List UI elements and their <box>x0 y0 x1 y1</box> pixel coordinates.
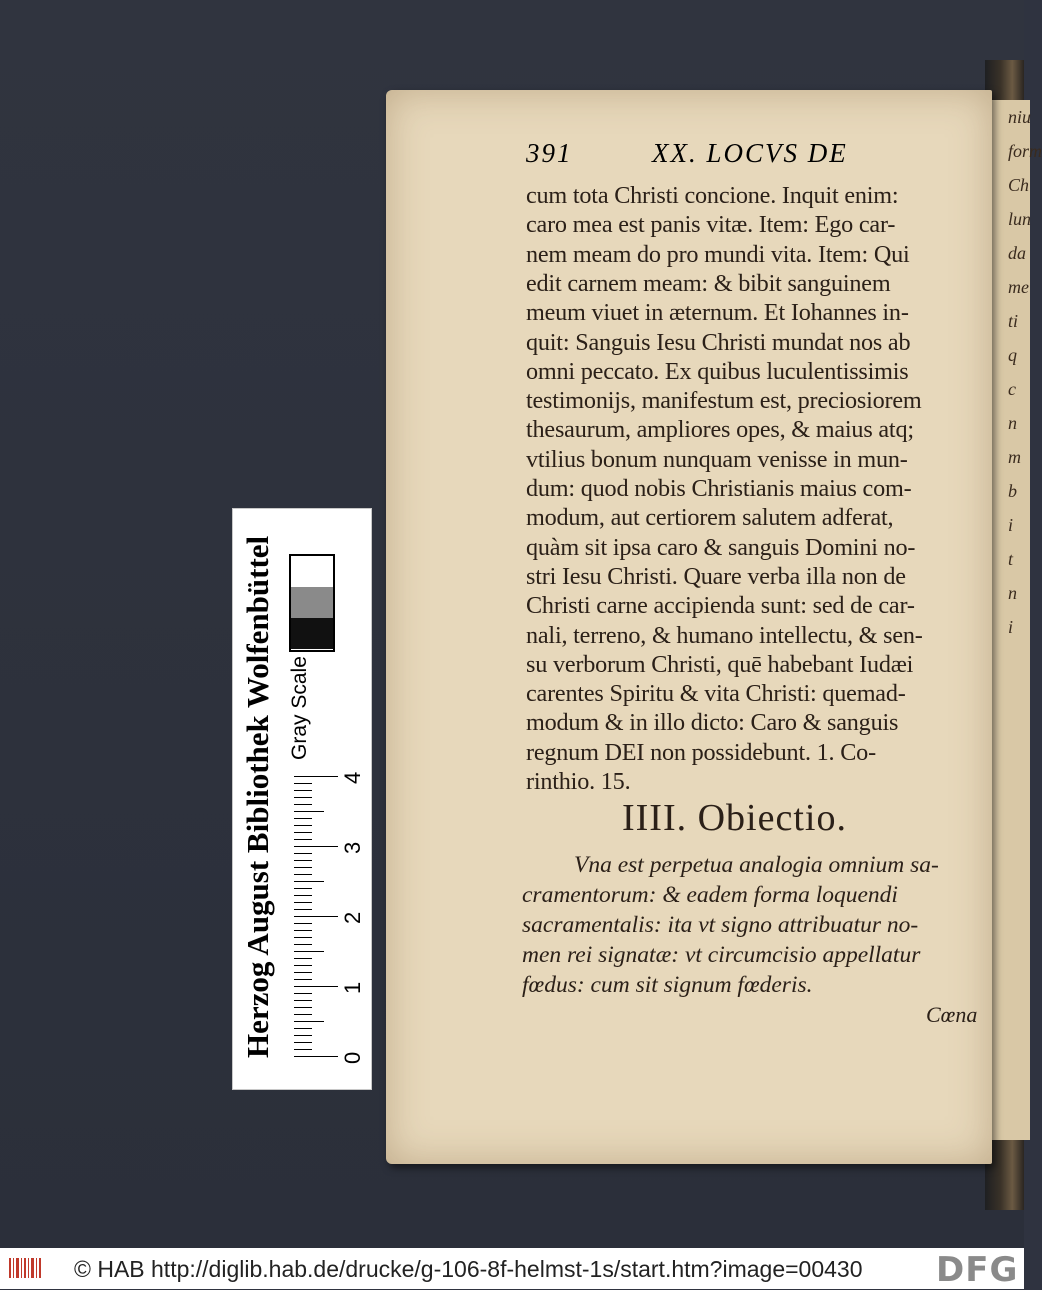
ruler-tick <box>294 902 312 903</box>
ruler-tick <box>294 867 312 868</box>
gray-swatch <box>291 587 333 618</box>
ruler-tick <box>294 1056 338 1057</box>
gray-swatch <box>291 618 333 649</box>
italic-line: cramentorum: & eadem forma loquendi <box>522 882 898 908</box>
ruler-tick <box>294 790 312 791</box>
text-line: vtilius bonum nunquam venisse in mun- <box>526 445 908 473</box>
ruler-tick <box>294 1028 312 1029</box>
ruler-number: 2 <box>340 911 365 924</box>
ruler-tick <box>294 1014 312 1015</box>
italic-line: sacramentalis: ita vt signo attribuatur no- <box>522 912 919 938</box>
ruler-tick <box>294 1035 312 1036</box>
ruler-tick <box>294 881 324 882</box>
ruler-tick <box>294 944 312 945</box>
ruler-tick <box>294 797 312 798</box>
ruler-tick <box>294 958 312 959</box>
ruler-tick <box>294 951 324 952</box>
text-line: meum viuet in æternum. Et Iohannes in- <box>526 299 909 327</box>
ruler-tick <box>294 888 312 889</box>
ruler-tick <box>294 839 312 840</box>
text-line: Christi carne accipienda sunt: sed de car- <box>526 592 915 620</box>
gray-scale-label: Gray Scale <box>288 656 311 760</box>
text-line: caro mea est panis vitæ. Item: Ego car- <box>526 211 896 239</box>
ruler-tick <box>294 804 312 805</box>
text-line: thesaurum, ampliores opes, & maius atq; <box>526 416 914 444</box>
text-line: su verborum Christi, quē habebant Iudæi <box>526 650 914 678</box>
facing-fragment: m <box>1008 447 1021 467</box>
gray-scale-swatches <box>289 554 335 652</box>
ruler-tick <box>294 832 312 833</box>
facing-fragment: i <box>1008 617 1014 637</box>
facing-fragment: niu <box>1008 107 1032 127</box>
ruler-tick <box>294 909 312 910</box>
text-line: rinthio. 15. <box>526 768 631 795</box>
running-title: XX. LOCVS DE <box>652 138 848 168</box>
ruler-tick <box>294 783 312 784</box>
text-line: edit carnem meam: & bibit sanguinem <box>526 269 891 297</box>
ruler-tick <box>294 937 312 938</box>
text-line: modum, aut certiorem salutem adferat, <box>526 504 894 532</box>
text-line: nali, terreno, & humano intellectu, & sen- <box>526 621 923 649</box>
ruler-tick <box>294 1042 312 1043</box>
ruler-tick <box>294 853 312 854</box>
facing-fragment: q <box>1008 345 1017 365</box>
ruler-tick <box>294 979 312 980</box>
facing-fragment: b <box>1008 481 1017 501</box>
facing-page-edge <box>990 100 1042 1140</box>
italic-line: men rei signatæ: vt circumcisio appellatur <box>522 942 921 968</box>
italic-line: fœdus: cum sit signum fœderis. <box>522 972 813 998</box>
ruler-tick <box>294 874 312 875</box>
ruler-tick <box>294 1000 312 1001</box>
text-line: nem meam do pro mundi vita. Item: Qui <box>526 240 910 268</box>
ruler-tick <box>294 895 312 896</box>
text-line: cum tota Christi concione. Inquit enim: <box>526 182 899 209</box>
barcode-icon <box>8 1256 42 1280</box>
text-line: omni peccato. Ex quibus luculentissimis <box>526 357 909 385</box>
ruler-tick <box>294 986 338 987</box>
ruler-tick <box>294 818 312 819</box>
facing-fragment: me <box>1008 277 1029 297</box>
ruler-tick <box>294 916 338 917</box>
text-line: dum: quod nobis Christianis maius com- <box>526 475 912 502</box>
ruler-tick <box>294 846 338 847</box>
ruler-tick <box>294 811 324 812</box>
ruler-tick <box>294 930 312 931</box>
text-line: modum & in illo dicto: Caro & sanguis <box>526 709 899 737</box>
ruler-number: 3 <box>340 841 365 854</box>
text-line: carentes Spiritu & vita Christi: quemad- <box>526 680 906 708</box>
facing-fragment: c <box>1008 379 1016 399</box>
copyright-url: © HAB http://diglib.hab.de/drucke/g-106-8f-helmst-1s/start.htm?image=00430 <box>74 1256 863 1282</box>
ruler-number: 4 <box>340 771 365 784</box>
italic-line: Vna est perpetua analogia omnium sa- <box>574 852 939 878</box>
ruler-tick <box>294 1021 324 1022</box>
ruler-tick <box>294 923 312 924</box>
running-header <box>526 138 926 178</box>
facing-fragment: Ch <box>1008 175 1030 195</box>
footer-bar <box>0 1248 1024 1289</box>
facing-fragment: n <box>1008 583 1017 603</box>
ruler <box>290 760 338 1060</box>
section-heading: IIII. Obiectio. <box>622 797 847 839</box>
ruler-tick <box>294 825 312 826</box>
text-line: stri Iesu Christi. Quare verba illa non de <box>526 562 906 590</box>
catchword: Cœna <box>926 1002 978 1027</box>
facing-fragment: form <box>1008 141 1042 161</box>
facing-fragment: da <box>1008 243 1026 263</box>
gray-swatch <box>291 556 333 587</box>
ruler-tick <box>294 972 312 973</box>
ruler-tick <box>294 1007 312 1008</box>
text-line: regnum DEI non possidebunt. 1. Co- <box>526 738 876 766</box>
facing-fragment: n <box>1008 413 1017 433</box>
institution-label: Herzog August Bibliothek Wolfenbüttel <box>240 535 275 1058</box>
page-number: 391 <box>526 138 573 168</box>
facing-fragment: ti <box>1008 311 1019 331</box>
ruler-number: 1 <box>340 981 365 994</box>
ruler-tick <box>294 965 312 966</box>
ruler-number: 0 <box>340 1051 365 1064</box>
text-line: quàm sit ipsa caro & sanguis Domini no- <box>526 533 916 561</box>
dfg-logo: DFG <box>936 1250 1019 1290</box>
facing-fragment: i <box>1008 515 1014 535</box>
facing-fragment: lun <box>1008 209 1032 229</box>
ruler-tick <box>294 1049 312 1050</box>
ruler-tick <box>294 860 312 861</box>
ruler-tick <box>294 776 338 777</box>
facing-fragment: t <box>1008 549 1014 569</box>
text-line: testimonijs, manifestum est, preciosiorem <box>526 387 922 415</box>
ruler-tick <box>294 993 312 994</box>
text-line: quit: Sanguis Iesu Christi mundat nos ab <box>526 328 911 356</box>
